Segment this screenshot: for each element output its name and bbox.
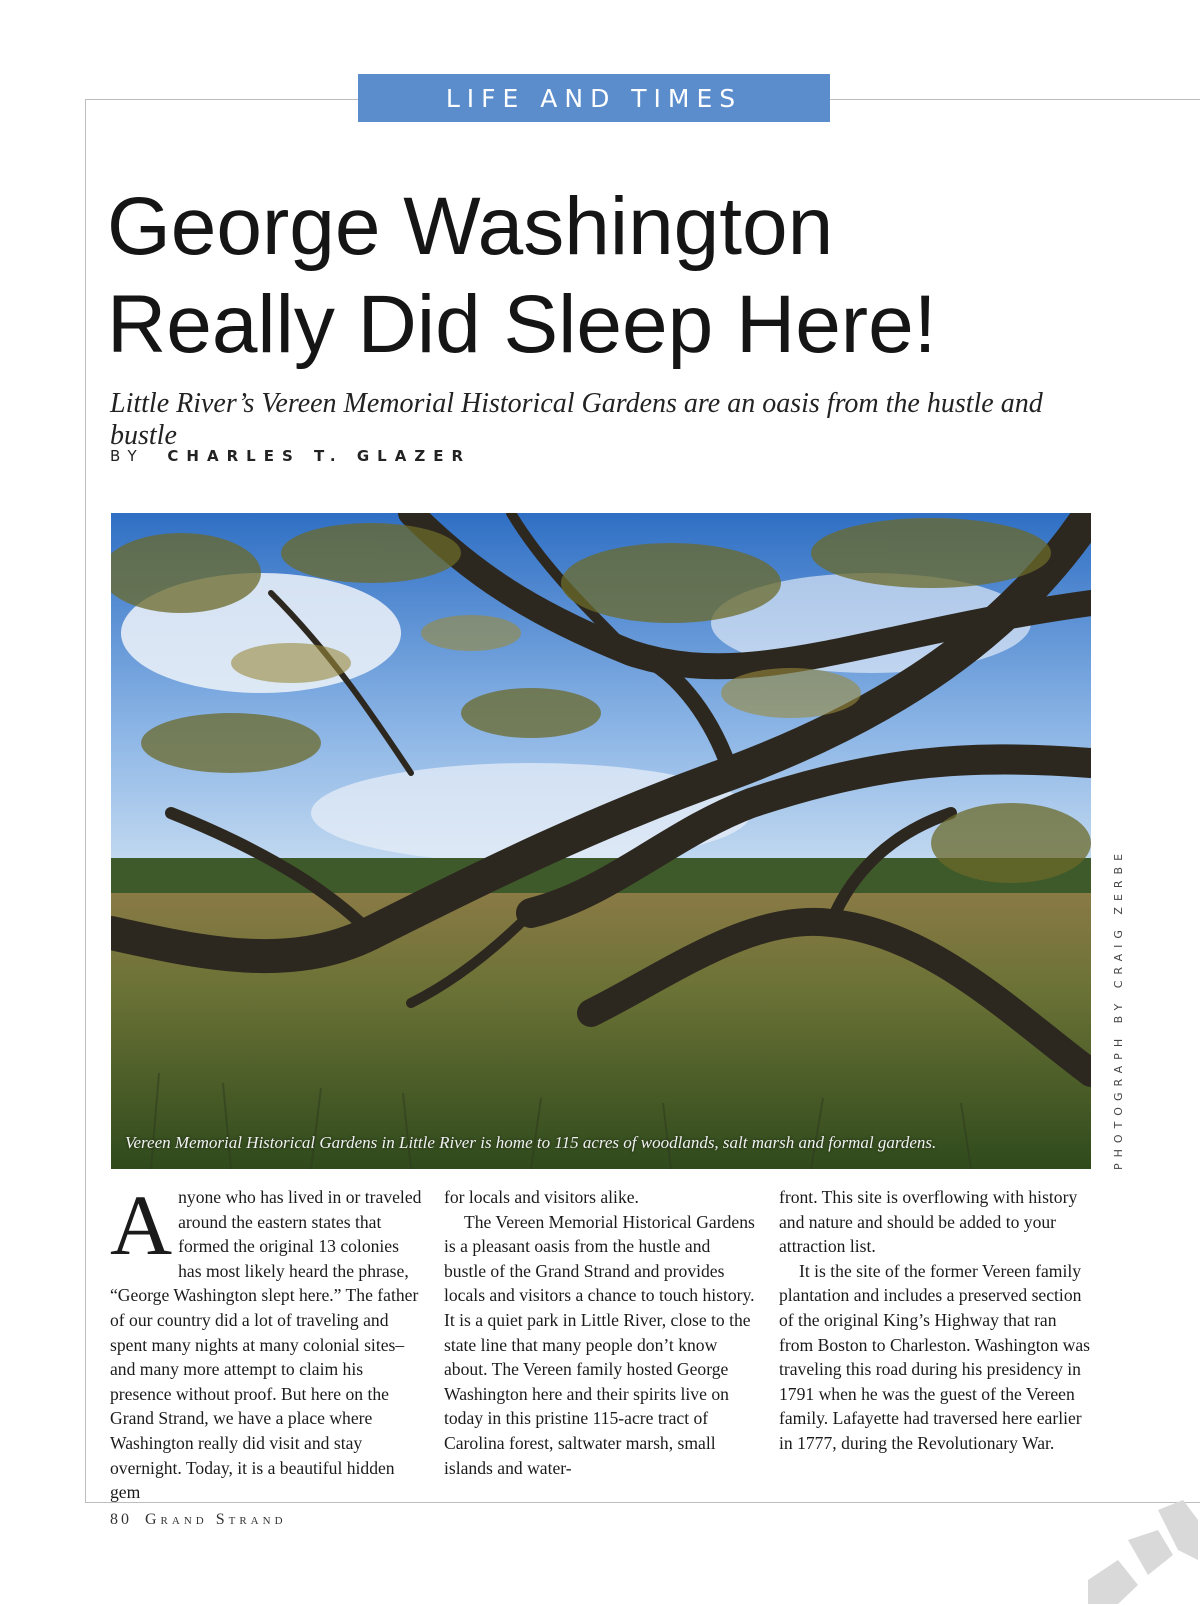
body-paragraph <box>110 1177 422 1505</box>
photo-credit: PHOTOGRAPH BY CRAIG ZERBE <box>1112 847 1125 1170</box>
paragraph-text: nyone who has lived in or traveled around the eastern states that formed the original 13 colonies has most likely heard the phrase, “George Washington slept here.” The father of our country did a lot of traveling and spent many nights at many colonial sites–and many more attempt to claim his presence without proof. But here on the Grand Strand, we have a place where Washington really did visit and stay overnight. Today, it is a beautiful hidden gem <box>110 1187 422 1503</box>
frame-left-rule <box>85 99 86 1503</box>
article-title <box>107 178 1107 374</box>
section-tag: LIFE AND TIMES <box>358 74 830 122</box>
body-paragraph: front. This site is overflowing with history and nature and should be added to your attraction list. <box>779 1187 1078 1257</box>
page-number: 80 <box>110 1511 132 1528</box>
oak-tree-marsh-image <box>111 513 1091 1169</box>
byline <box>110 447 471 465</box>
page-footer <box>110 1511 287 1529</box>
feature-photo <box>111 513 1091 1169</box>
body-column-2 <box>444 1185 756 1480</box>
byline-prefix: BY <box>110 447 145 465</box>
drop-cap: A <box>110 1177 173 1273</box>
title-line-2: Really Did Sleep Here! <box>107 279 937 370</box>
byline-author: CHARLES T. GLAZER <box>167 447 471 465</box>
publication-name: Grand Strand <box>145 1511 287 1528</box>
body-paragraph: for locals and visitors alike. <box>444 1187 639 1207</box>
body-paragraph: It is the site of the former Vereen family plantation and includes a preserved section of the original King’s Highway that ran from Boston to Charleston. Washington was traveling this road during his presidency in 1791 when he was the guest of the Vereen family. Lafayette had traversed here earlier in 1777, during the Revolutionary War. <box>779 1260 1091 1453</box>
photo-caption: Vereen Memorial Historical Gardens in Little River is home to 115 acres of woodlands, salt marsh and formal gardens. <box>125 1133 937 1152</box>
body-column-1 <box>110 1177 422 1505</box>
body-paragraph: The Vereen Memorial Historical Gardens is a pleasant oasis from the hustle and bustle of the Grand Strand and provides locals and visitors a chance to touch history. It is a quiet park in Little River, close to the state line that many people don’t know about. The Vereen family hosted George Washington here and their spirits live on today in this pristine 115-acre tract of Carolina forest, saltwater marsh, small islands and water- <box>444 1211 755 1478</box>
title-line-1: George Washington <box>107 181 834 272</box>
article-deck: Little River’s Vereen Memorial Historical Gardens are an oasis from the hustle and bustle <box>110 388 1043 451</box>
body-column-3 <box>779 1185 1091 1456</box>
tire-tread-icon <box>1088 1500 1198 1604</box>
